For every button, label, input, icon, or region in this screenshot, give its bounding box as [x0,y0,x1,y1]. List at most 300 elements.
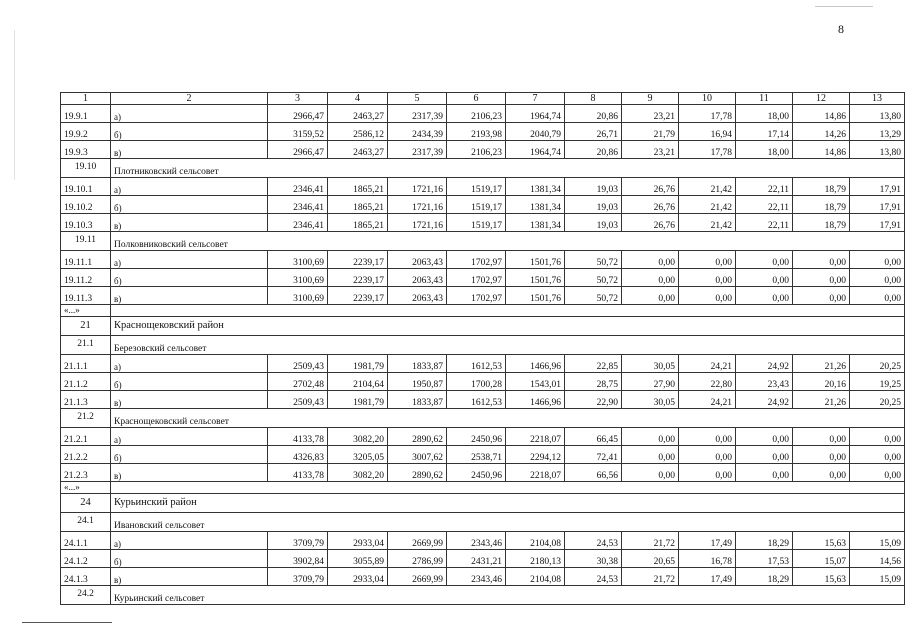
value-cell: 28,75 [565,373,622,391]
tariff-table [60,92,905,605]
value-cell: 50,72 [565,287,622,305]
data-row [61,214,905,232]
value-cell: 22,80 [679,373,736,391]
value-cell: 2239,17 [328,269,388,287]
value-cell: 1381,34 [506,196,565,214]
column-number-3: 3 [268,93,328,105]
column-number-1: 1 [61,93,111,105]
value-cell: 21,72 [622,532,679,550]
value-cell: 0,00 [850,251,905,269]
value-cell: 17,91 [850,214,905,232]
value-cell: 20,25 [850,355,905,373]
value-cell: 2063,43 [388,287,447,305]
table-body [61,93,905,605]
value-cell: 2317,39 [388,141,447,159]
value-cell: 3082,20 [328,464,388,482]
row-id: 19.9.2 [61,123,111,141]
value-cell: 2933,04 [328,568,388,586]
value-cell: 0,00 [736,428,793,446]
column-number-9: 9 [622,93,679,105]
value-cell: 4133,78 [268,464,328,482]
value-cell: 2343,46 [447,568,506,586]
row-id: 21.2.1 [61,428,111,446]
value-cell: 2063,43 [388,251,447,269]
value-cell: 2463,27 [328,105,388,123]
value-cell: 20,86 [565,141,622,159]
value-cell: 1964,74 [506,141,565,159]
value-cell: 15,63 [793,532,850,550]
value-cell: 0,00 [793,446,850,464]
value-cell: 2702,48 [268,373,328,391]
value-cell: 3902,84 [268,550,328,568]
value-cell: 22,11 [736,178,793,196]
data-row [61,196,905,214]
row-variant-label: в) [111,214,268,232]
value-cell: 2346,41 [268,196,328,214]
value-cell: 2890,62 [388,428,447,446]
column-number-5: 5 [388,93,447,105]
value-cell: 2239,17 [328,251,388,269]
value-cell: 0,00 [679,251,736,269]
value-cell: 20,86 [565,105,622,123]
value-cell: 22,11 [736,214,793,232]
value-cell: 1702,97 [447,287,506,305]
value-cell: 18,00 [736,105,793,123]
value-cell: 2040,79 [506,123,565,141]
row-variant-label: б) [111,123,268,141]
value-cell: 22,11 [736,196,793,214]
district-row [61,494,905,513]
column-number-7: 7 [506,93,565,105]
value-cell: 4133,78 [268,428,328,446]
section-id: 24.2 [61,586,111,605]
value-cell: 0,00 [736,464,793,482]
data-row [61,428,905,446]
value-cell: 0,00 [736,287,793,305]
value-cell: 1700,28 [447,373,506,391]
value-cell: 3205,05 [328,446,388,464]
row-variant-label: а) [111,178,268,196]
row-id: 19.11.2 [61,269,111,287]
column-number-11: 11 [736,93,793,105]
value-cell: 13,80 [850,141,905,159]
value-cell: 18,79 [793,196,850,214]
value-cell: 2239,17 [328,287,388,305]
value-cell: 17,91 [850,178,905,196]
value-cell: 0,00 [850,269,905,287]
value-cell: 19,03 [565,196,622,214]
value-cell: 0,00 [622,269,679,287]
value-cell: 1950,87 [388,373,447,391]
row-variant-label: в) [111,391,268,409]
value-cell: 21,42 [679,178,736,196]
value-cell: 20,65 [622,550,679,568]
row-id: 24.1.1 [61,532,111,550]
empty-cell [111,482,905,494]
omission-row [61,482,905,494]
row-id: 24.1.3 [61,568,111,586]
value-cell: 24,21 [679,355,736,373]
value-cell: 16,94 [679,123,736,141]
value-cell: 0,00 [736,446,793,464]
value-cell: 21,72 [622,568,679,586]
top-edge-line [815,6,873,7]
row-id: 19.9.3 [61,141,111,159]
section-id: 19.10 [61,159,111,178]
value-cell: 1964,74 [506,105,565,123]
data-row [61,251,905,269]
value-cell: 2104,08 [506,568,565,586]
value-cell: 21,42 [679,214,736,232]
section-name: Плотниковский сельсовет [111,159,905,178]
section-name: Краснощековский сельсовет [111,409,905,428]
value-cell: 14,56 [850,550,905,568]
section-name: Полковниковский сельсовет [111,232,905,251]
value-cell: 0,00 [850,464,905,482]
value-cell: 2463,27 [328,141,388,159]
value-cell: 4326,83 [268,446,328,464]
data-row [61,568,905,586]
value-cell: 2294,12 [506,446,565,464]
column-number-2: 2 [111,93,268,105]
row-id: 24.1.2 [61,550,111,568]
value-cell: 2106,23 [447,141,506,159]
value-cell: 17,78 [679,141,736,159]
value-cell: 0,00 [793,251,850,269]
value-cell: 2669,99 [388,568,447,586]
value-cell: 2786,99 [388,550,447,568]
value-cell: 17,49 [679,568,736,586]
value-cell: 1702,97 [447,269,506,287]
value-cell: 22,90 [565,391,622,409]
data-row [61,391,905,409]
page-number: 8 [838,22,844,36]
value-cell: 1865,21 [328,214,388,232]
value-cell: 3709,79 [268,568,328,586]
value-cell: 24,21 [679,391,736,409]
value-cell: 0,00 [793,464,850,482]
row-variant-label: в) [111,568,268,586]
value-cell: 17,14 [736,123,793,141]
data-row [61,446,905,464]
value-cell: 1381,34 [506,178,565,196]
value-cell: 18,79 [793,178,850,196]
value-cell: 0,00 [736,269,793,287]
value-cell: 24,53 [565,532,622,550]
value-cell: 14,86 [793,141,850,159]
value-cell: 0,00 [736,251,793,269]
value-cell: 1721,16 [388,178,447,196]
value-cell: 1519,17 [447,214,506,232]
row-variant-label: а) [111,428,268,446]
value-cell: 2586,12 [328,123,388,141]
value-cell: 26,76 [622,214,679,232]
value-cell: 0,00 [679,428,736,446]
value-cell: 13,29 [850,123,905,141]
value-cell: 20,25 [850,391,905,409]
value-cell: 1612,53 [447,355,506,373]
value-cell: 3100,69 [268,251,328,269]
value-cell: 19,25 [850,373,905,391]
value-cell: 0,00 [622,464,679,482]
district-name: Курьинский район [111,494,905,513]
value-cell: 2218,07 [506,428,565,446]
value-cell: 24,92 [736,391,793,409]
value-cell: 17,78 [679,105,736,123]
value-cell: 3159,52 [268,123,328,141]
value-cell: 2431,21 [447,550,506,568]
value-cell: 1466,96 [506,391,565,409]
value-cell: 2317,39 [388,105,447,123]
value-cell: 3100,69 [268,269,328,287]
data-row [61,141,905,159]
row-variant-label: а) [111,105,268,123]
value-cell: 23,43 [736,373,793,391]
value-cell: 18,29 [736,568,793,586]
value-cell: 0,00 [850,446,905,464]
value-cell: 18,00 [736,141,793,159]
value-cell: 0,00 [679,464,736,482]
row-variant-label: а) [111,532,268,550]
row-id: 21.1.1 [61,355,111,373]
column-number-12: 12 [793,93,850,105]
section-name: Курьинский сельсовет [111,586,905,605]
value-cell: 24,92 [736,355,793,373]
footnote-separator [22,622,112,623]
value-cell: 50,72 [565,269,622,287]
value-cell: 14,86 [793,105,850,123]
section-id: 21.1 [61,336,111,355]
settlement-row [61,232,905,251]
value-cell: 2180,13 [506,550,565,568]
column-number-6: 6 [447,93,506,105]
row-variant-label: а) [111,251,268,269]
data-row [61,550,905,568]
value-cell: 2509,43 [268,355,328,373]
settlement-row [61,159,905,178]
value-cell: 2106,23 [447,105,506,123]
value-cell: 15,07 [793,550,850,568]
value-cell: 0,00 [622,428,679,446]
value-cell: 1519,17 [447,178,506,196]
section-id: 19.11 [61,232,111,251]
value-cell: 72,41 [565,446,622,464]
value-cell: 26,71 [565,123,622,141]
value-cell: 0,00 [679,446,736,464]
value-cell: 2343,46 [447,532,506,550]
value-cell: 21,79 [622,123,679,141]
value-cell: 15,09 [850,532,905,550]
section-name: Березовский сельсовет [111,336,905,355]
row-variant-label: в) [111,464,268,482]
value-cell: 27,90 [622,373,679,391]
data-row [61,355,905,373]
value-cell: 0,00 [622,251,679,269]
value-cell: 1501,76 [506,269,565,287]
value-cell: 1981,79 [328,355,388,373]
column-number-8: 8 [565,93,622,105]
value-cell: 1833,87 [388,355,447,373]
value-cell: 23,21 [622,141,679,159]
value-cell: 1721,16 [388,196,447,214]
value-cell: 23,21 [622,105,679,123]
scan-edge-line [14,30,15,180]
value-cell: 1612,53 [447,391,506,409]
row-variant-label: б) [111,196,268,214]
row-id: 19.11.1 [61,251,111,269]
value-cell: 2104,64 [328,373,388,391]
row-id: 19.10.2 [61,196,111,214]
value-cell: 1833,87 [388,391,447,409]
value-cell: 2434,39 [388,123,447,141]
data-row [61,123,905,141]
value-cell: 1466,96 [506,355,565,373]
value-cell: 30,05 [622,391,679,409]
district-id: 21 [61,317,111,336]
value-cell: 18,29 [736,532,793,550]
value-cell: 2509,43 [268,391,328,409]
omission-mark: «...» [61,305,111,317]
value-cell: 0,00 [679,269,736,287]
row-id: 21.1.2 [61,373,111,391]
data-row [61,178,905,196]
value-cell: 66,45 [565,428,622,446]
value-cell: 21,42 [679,196,736,214]
value-cell: 17,53 [736,550,793,568]
value-cell: 3007,62 [388,446,447,464]
row-id: 21.2.3 [61,464,111,482]
value-cell: 2346,41 [268,178,328,196]
value-cell: 24,53 [565,568,622,586]
value-cell: 1501,76 [506,251,565,269]
value-cell: 0,00 [793,269,850,287]
value-cell: 1381,34 [506,214,565,232]
value-cell: 15,09 [850,568,905,586]
value-cell: 50,72 [565,251,622,269]
row-variant-label: б) [111,269,268,287]
section-id: 21.2 [61,409,111,428]
value-cell: 2538,71 [447,446,506,464]
value-cell: 19,03 [565,214,622,232]
value-cell: 15,63 [793,568,850,586]
value-cell: 3100,69 [268,287,328,305]
value-cell: 0,00 [793,287,850,305]
omission-mark: «...» [61,482,111,494]
value-cell: 1865,21 [328,196,388,214]
value-cell: 1702,97 [447,251,506,269]
value-cell: 18,79 [793,214,850,232]
value-cell: 1981,79 [328,391,388,409]
value-cell: 0,00 [850,428,905,446]
value-cell: 26,76 [622,178,679,196]
row-id: 19.10.1 [61,178,111,196]
value-cell: 0,00 [622,287,679,305]
settlement-row [61,513,905,532]
row-variant-label: б) [111,550,268,568]
row-variant-label: б) [111,446,268,464]
value-cell: 17,49 [679,532,736,550]
row-variant-label: в) [111,141,268,159]
value-cell: 26,76 [622,196,679,214]
value-cell: 2890,62 [388,464,447,482]
value-cell: 3055,89 [328,550,388,568]
row-id: 21.1.3 [61,391,111,409]
value-cell: 1865,21 [328,178,388,196]
value-cell: 2063,43 [388,269,447,287]
value-cell: 20,16 [793,373,850,391]
row-id: 19.10.3 [61,214,111,232]
settlement-row [61,336,905,355]
value-cell: 2218,07 [506,464,565,482]
district-id: 24 [61,494,111,513]
row-id: 19.9.1 [61,105,111,123]
row-id: 21.2.2 [61,446,111,464]
value-cell: 1721,16 [388,214,447,232]
data-row [61,287,905,305]
column-number-10: 10 [679,93,736,105]
value-cell: 2933,04 [328,532,388,550]
value-cell: 2450,96 [447,428,506,446]
data-row [61,269,905,287]
column-number-13: 13 [850,93,905,105]
value-cell: 3709,79 [268,532,328,550]
row-variant-label: в) [111,287,268,305]
row-id: 19.11.3 [61,287,111,305]
data-row [61,532,905,550]
omission-row [61,305,905,317]
value-cell: 19,03 [565,178,622,196]
value-cell: 2193,98 [447,123,506,141]
value-cell: 30,38 [565,550,622,568]
section-name: Ивановский сельсовет [111,513,905,532]
value-cell: 2966,47 [268,141,328,159]
value-cell: 30,05 [622,355,679,373]
value-cell: 66,56 [565,464,622,482]
value-cell: 16,78 [679,550,736,568]
value-cell: 1543,01 [506,373,565,391]
column-number-header-row [61,93,905,105]
value-cell: 1519,17 [447,196,506,214]
value-cell: 17,91 [850,196,905,214]
value-cell: 0,00 [622,446,679,464]
district-row [61,317,905,336]
value-cell: 2669,99 [388,532,447,550]
value-cell: 2450,96 [447,464,506,482]
value-cell: 3082,20 [328,428,388,446]
settlement-row [61,586,905,605]
value-cell: 0,00 [793,428,850,446]
row-variant-label: а) [111,355,268,373]
district-name: Краснощековский район [111,317,905,336]
data-row [61,464,905,482]
value-cell: 14,26 [793,123,850,141]
section-id: 24.1 [61,513,111,532]
value-cell: 0,00 [679,287,736,305]
value-cell: 2104,08 [506,532,565,550]
value-cell: 2966,47 [268,105,328,123]
value-cell: 21,26 [793,391,850,409]
value-cell: 21,26 [793,355,850,373]
row-variant-label: б) [111,373,268,391]
data-row [61,105,905,123]
empty-cell [111,305,905,317]
data-row [61,373,905,391]
value-cell: 22,85 [565,355,622,373]
value-cell: 0,00 [850,287,905,305]
column-number-4: 4 [328,93,388,105]
value-cell: 13,80 [850,105,905,123]
settlement-row [61,409,905,428]
